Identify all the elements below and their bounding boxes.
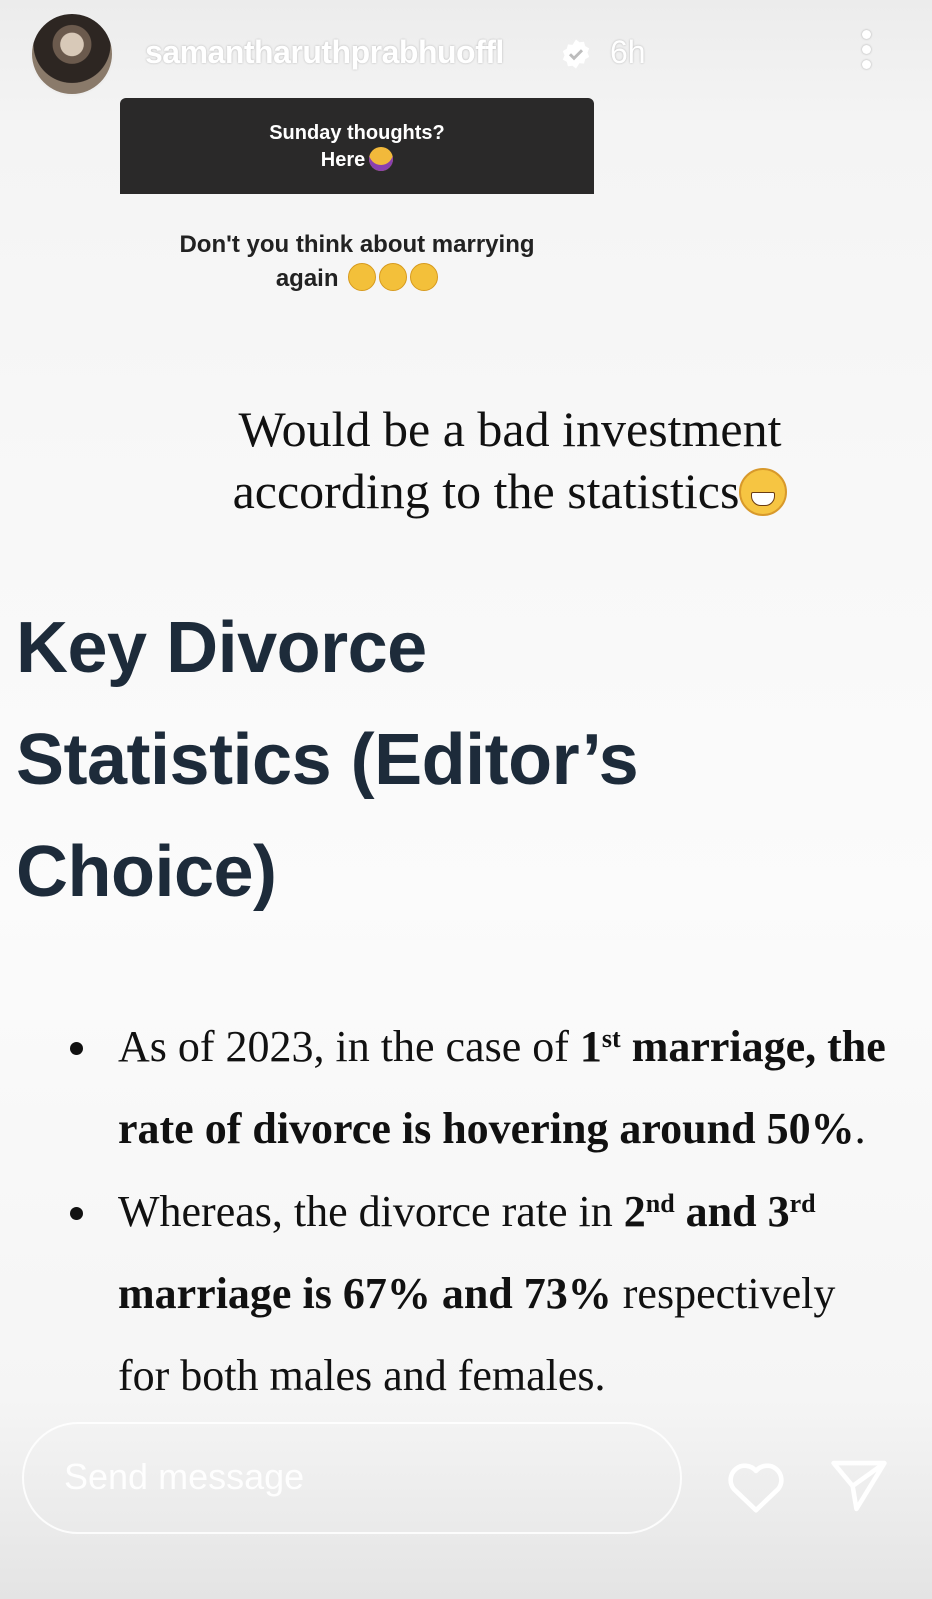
raising-hand-emoji-icon <box>369 147 393 171</box>
ordinal-number: 2 <box>623 1187 646 1236</box>
heading-line-3: Choice) <box>16 832 277 912</box>
question-prompt <box>120 120 594 174</box>
bullet-bold-text: marriage is 67% and 73% <box>118 1269 612 1318</box>
bullet-bold-text: and <box>674 1187 768 1236</box>
answer-line-2: according to the statistics <box>232 463 740 519</box>
answer-line-1: Would be a bad investment <box>238 401 782 457</box>
question-sticker <box>120 98 594 194</box>
more-options-icon[interactable] <box>858 30 874 74</box>
bullet-text: Whereas, the divorce rate in <box>118 1187 624 1236</box>
ordinal-suffix: st <box>601 1024 621 1053</box>
statistics-list <box>0 1006 932 1417</box>
heading-line-1: Key Divorce <box>16 608 427 688</box>
bullet-icon <box>70 1207 83 1220</box>
like-heart-icon[interactable] <box>725 1458 787 1514</box>
username[interactable]: samantharuthprabhuoffl <box>145 34 504 70</box>
bullet-bold-text: marriage, the rate of divorce is hovering around 50% <box>118 1022 886 1153</box>
list-item <box>0 1006 932 1170</box>
answer-text <box>150 398 870 522</box>
bullet-icon <box>70 1042 83 1055</box>
prompt-line-1: Sunday thoughts? <box>269 122 445 144</box>
thinking-emoji-icon <box>348 263 376 291</box>
question-line-1: Don't you think about marrying <box>179 231 535 258</box>
ordinal-number: 3 <box>767 1187 790 1236</box>
reply-placeholder: Send message <box>64 1456 305 1497</box>
prompt-line-2: Here <box>320 149 366 171</box>
question-text <box>120 228 594 296</box>
thinking-emoji-icon <box>410 263 438 291</box>
reply-input[interactable] <box>22 1422 682 1534</box>
grinning-emoji-icon <box>739 468 787 516</box>
bullet-text: . <box>854 1104 866 1153</box>
list-item <box>0 1171 932 1417</box>
thinking-emoji-icon <box>379 263 407 291</box>
ordinal-suffix: rd <box>789 1189 816 1218</box>
heading-line-2: Statistics (Editor’s <box>16 720 639 800</box>
send-icon[interactable] <box>828 1458 890 1514</box>
bullet-text: respectively for both males and females. <box>118 1269 836 1400</box>
bullet-text: As of 2023, in the case of <box>118 1022 580 1071</box>
verified-badge-icon <box>560 38 592 70</box>
profile-avatar[interactable] <box>32 14 112 94</box>
ordinal-number: 1 <box>579 1022 602 1071</box>
ordinal-suffix: nd <box>645 1189 675 1218</box>
question-line-2: again <box>275 265 339 292</box>
post-time: 6h <box>610 34 646 70</box>
article-heading <box>16 592 916 928</box>
